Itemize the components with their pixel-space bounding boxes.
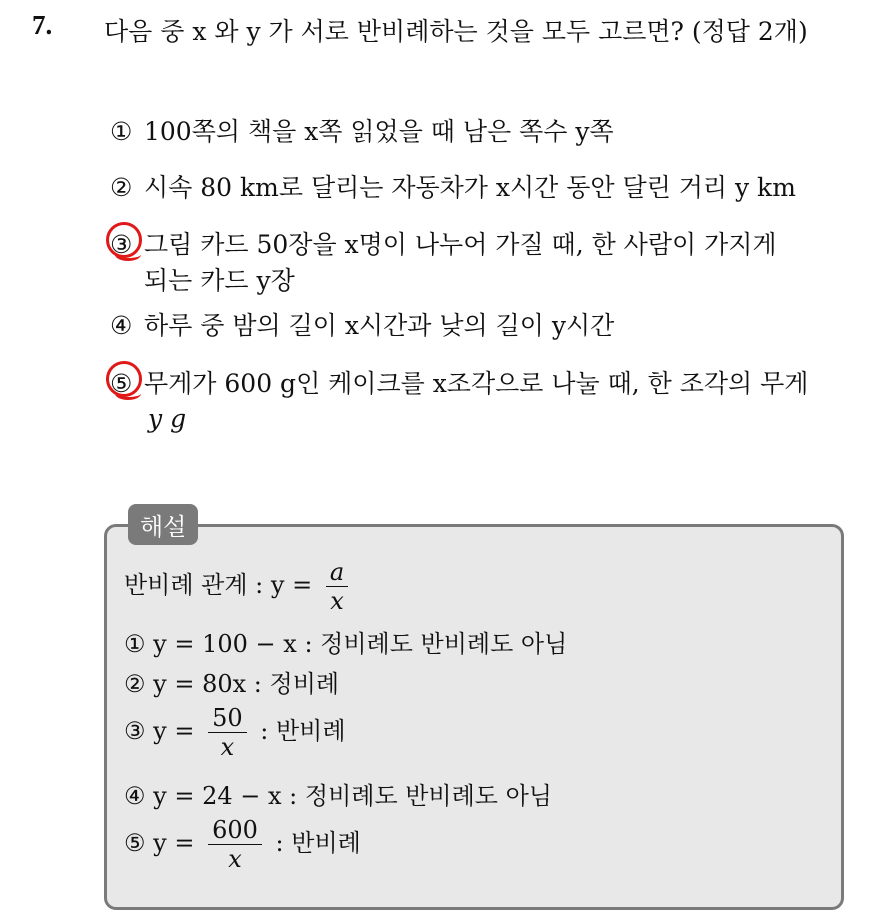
line-mark: ⑤ <box>124 829 146 857</box>
line-result: : 반비례 <box>275 829 361 857</box>
line-equation: y = 24 − x <box>153 782 282 810</box>
option-text: 100쪽의 책을 x쪽 읽었을 때 남은 쪽수 y쪽 <box>144 117 614 146</box>
explanation-line-3 <box>124 704 346 761</box>
option-text: 무게가 600 g인 케이크를 x조각으로 나눌 때, 한 조각의 무게 <box>144 369 809 398</box>
line-fraction <box>208 816 262 873</box>
fraction-denominator: x <box>228 845 242 873</box>
option-2[interactable] <box>110 168 796 204</box>
option-5[interactable] <box>110 364 808 400</box>
option-4[interactable] <box>110 306 614 342</box>
line-mark: ② <box>124 670 146 698</box>
option-mark: ② <box>110 173 133 202</box>
option-1[interactable] <box>110 112 614 148</box>
line-result: : 정비례도 반비례도 아님 <box>289 782 552 810</box>
line-equation: y = 80x <box>153 670 247 698</box>
option-mark: ④ <box>110 311 133 340</box>
line-equation: y = <box>153 829 195 857</box>
fraction-numerator: 50 <box>208 704 247 733</box>
option-3-continued: 되는 카드 y장 <box>144 266 295 295</box>
option-mark: ① <box>110 117 133 146</box>
line-fraction <box>208 704 247 761</box>
line-equation: y = <box>153 717 195 745</box>
explanation-intro <box>124 558 354 615</box>
line-result: : 정비례 <box>253 670 340 698</box>
explanation-line-1 <box>124 624 567 659</box>
option-mark: ③ <box>110 230 133 259</box>
explanation-tab: 해설 <box>128 504 198 545</box>
question-text: 다음 중 x 와 y 가 서로 반비례하는 것을 모두 고르면? (정답 2개) <box>104 17 808 46</box>
question-number: 7. <box>32 10 53 40</box>
line-mark: ④ <box>124 782 146 810</box>
explanation-line-4 <box>124 776 552 811</box>
option-text: 하루 중 밤의 길이 x시간과 낮의 길이 y시간 <box>144 311 615 340</box>
line-mark: ① <box>124 630 146 658</box>
intro-label: 반비례 관계 : <box>124 571 264 599</box>
fraction-denominator: x <box>330 587 344 615</box>
option-mark: ⑤ <box>110 369 133 398</box>
explanation-line-2 <box>124 664 339 699</box>
fraction-numerator: 600 <box>208 816 262 845</box>
line-result: : 정비례도 반비례도 아님 <box>304 630 568 658</box>
fraction-denominator: x <box>220 733 235 761</box>
line-result: : 반비례 <box>260 717 346 745</box>
intro-fraction <box>326 558 348 615</box>
line-equation: y = 100 − x <box>153 630 297 658</box>
option-text: 그림 카드 50장을 x명이 나누어 가질 때, 한 사람이 가지게 <box>144 230 777 259</box>
option-3[interactable] <box>110 225 777 261</box>
explanation-line-5 <box>124 816 361 873</box>
option-5-continued: y g <box>148 404 187 433</box>
intro-eq: y = <box>270 571 313 599</box>
line-mark: ③ <box>124 717 146 745</box>
fraction-numerator: a <box>326 558 348 587</box>
option-text: 시속 80 km로 달리는 자동차가 x시간 동안 달린 거리 y km <box>144 173 796 202</box>
